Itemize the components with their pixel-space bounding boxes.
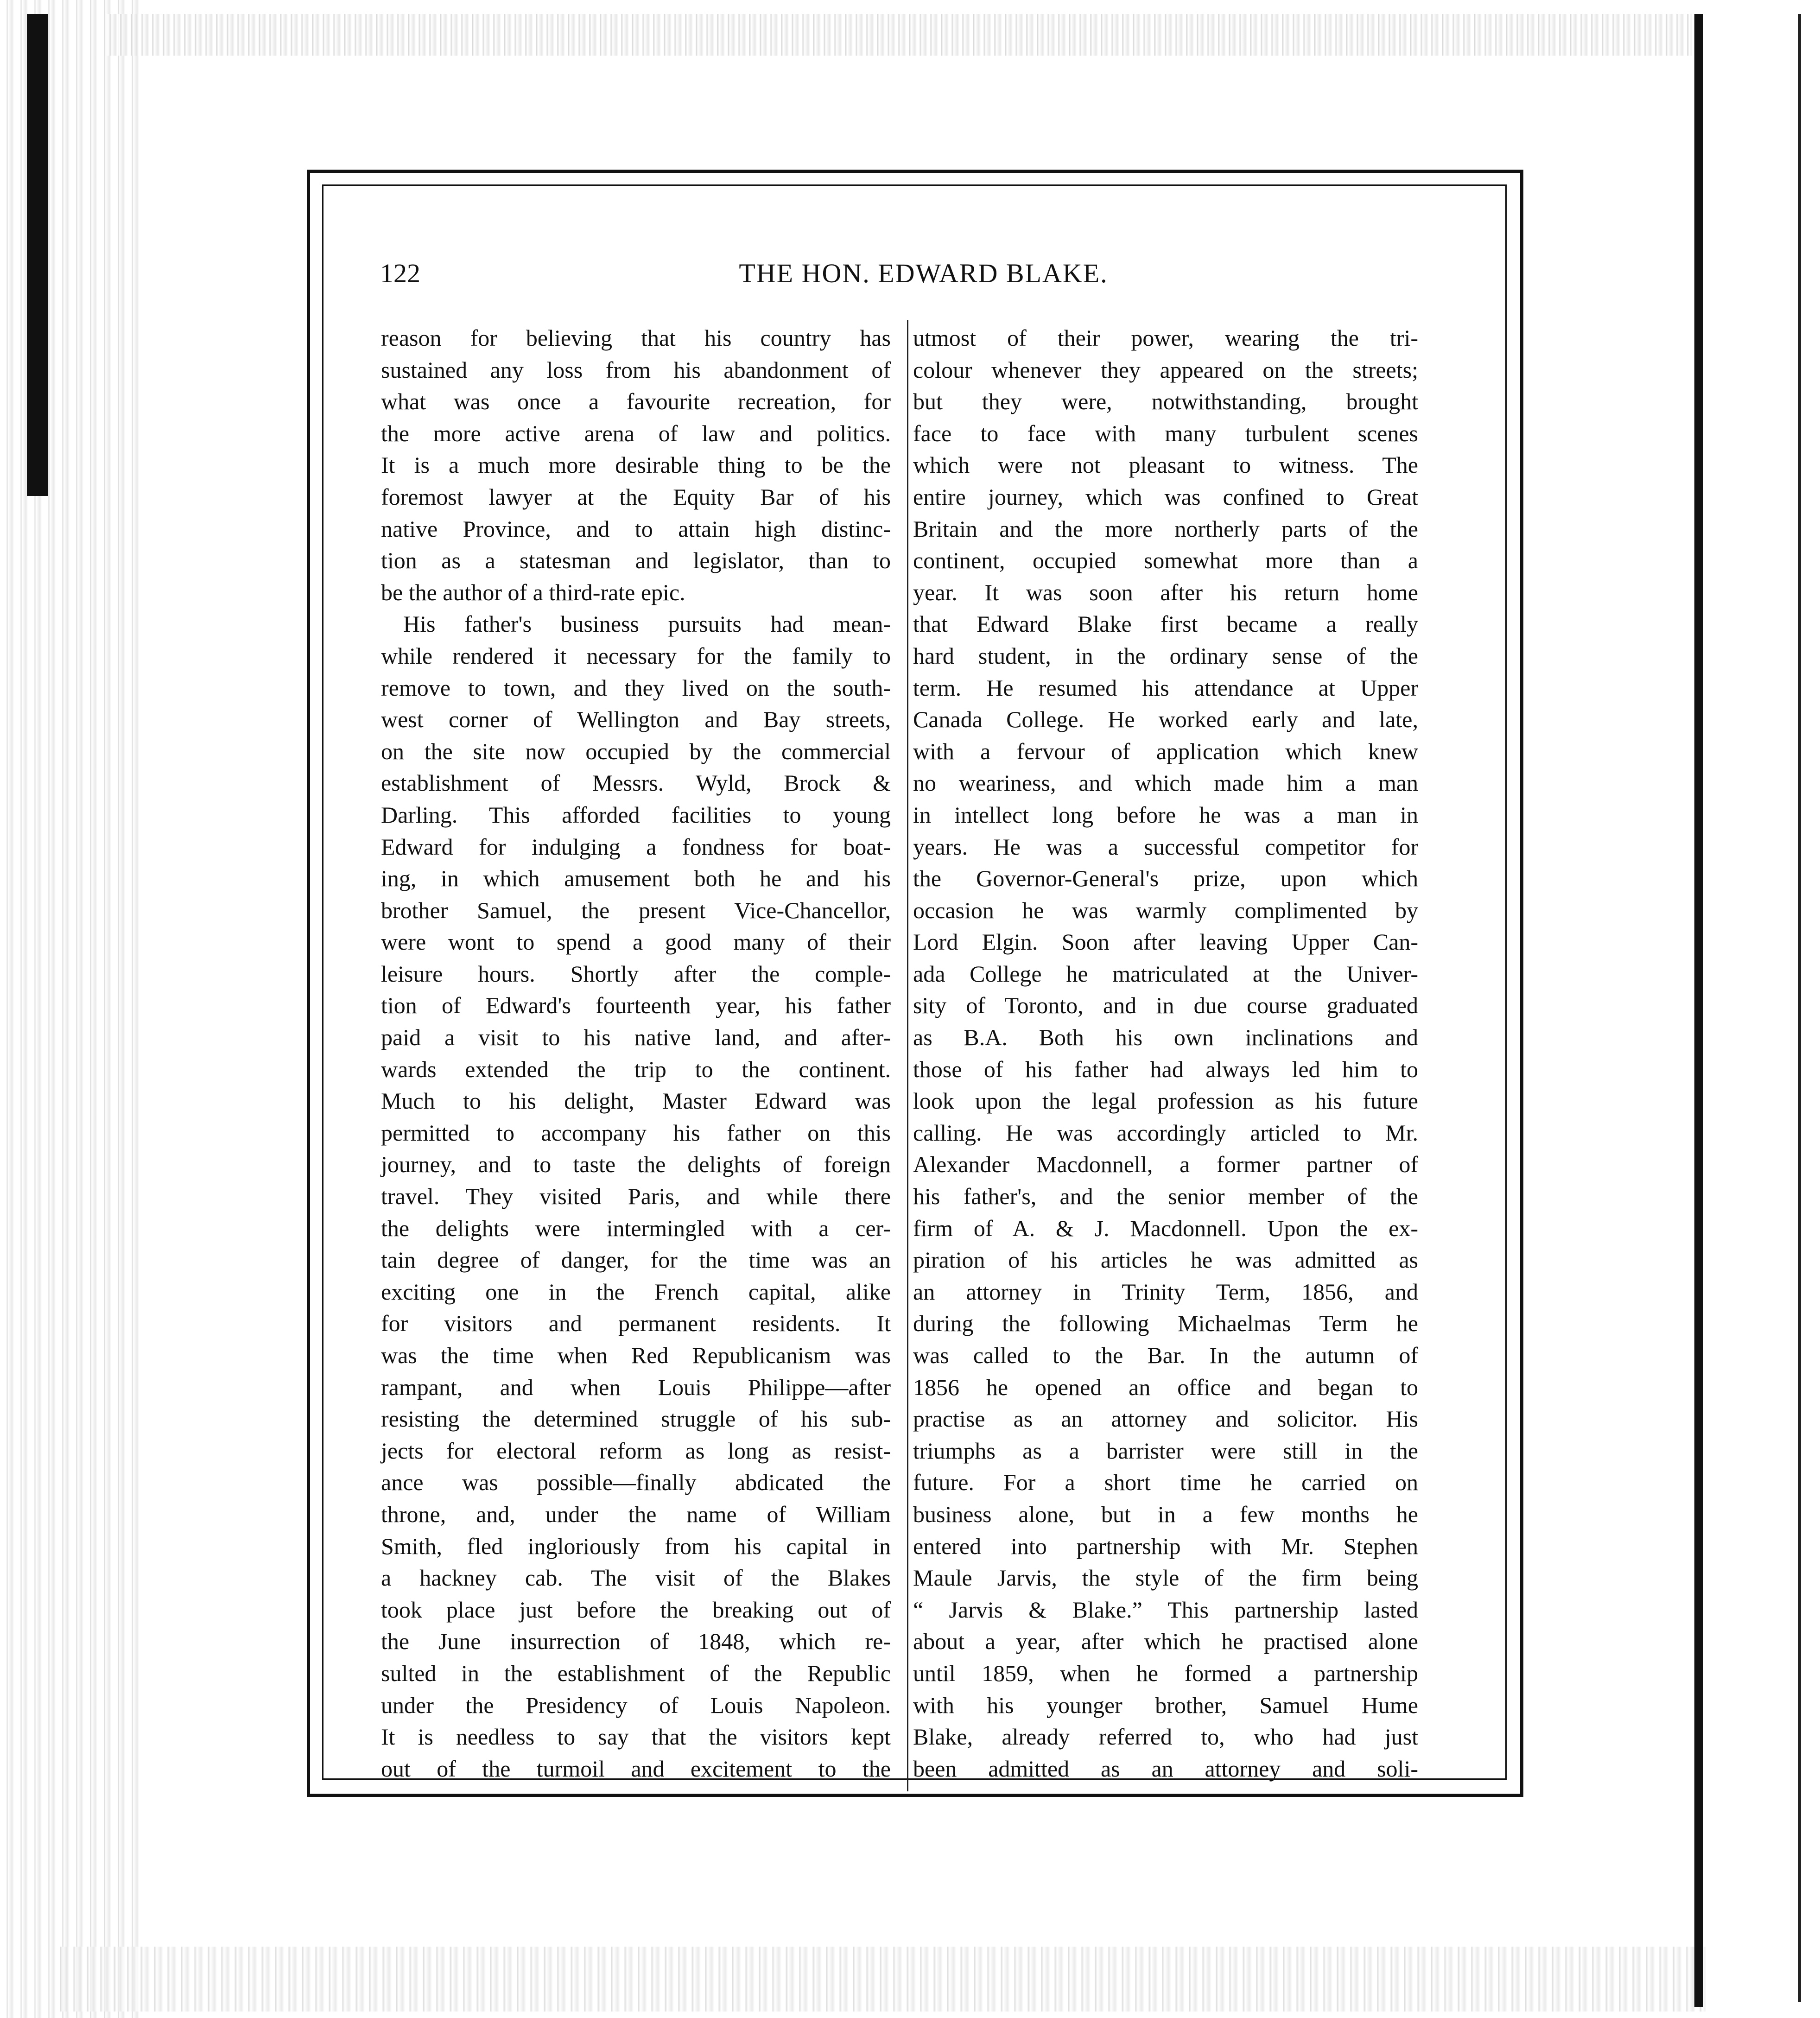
text-line: practise as an attorney and solicitor. His: [913, 1406, 1418, 1432]
text-line: until 1859, when he formed a partnership: [913, 1660, 1418, 1686]
text-line: while rendered it necessary for the family to: [381, 642, 891, 669]
text-line: a hackney cab. The visit of the Blakes: [381, 1565, 891, 1591]
text-line: term. He resumed his attendance at Upper: [913, 674, 1418, 701]
running-title: THE HON. EDWARD BLAKE.: [739, 258, 1108, 288]
text-line: no weariness, and which made him a man: [913, 770, 1418, 796]
scan-edge-left: [0, 0, 139, 2018]
text-line: be the author of a third-rate epic.: [381, 579, 685, 605]
text-line: what was once a favourite recreation, for: [381, 388, 891, 415]
text-line: in intellect long before he was a man in: [913, 801, 1418, 828]
text-line: about a year, after which he practised alone: [913, 1628, 1418, 1655]
scan-rule-right: [1694, 14, 1703, 2007]
text-line: the more active arena of law and politics.: [381, 420, 891, 446]
text-line: were wont to spend a good many of their: [381, 929, 891, 955]
text-line: permitted to accompany his father on this: [381, 1119, 891, 1146]
text-line: as B.A. Both his own inclinations and: [913, 1024, 1418, 1051]
text-line: entered into partnership with Mr. Stephen: [913, 1533, 1418, 1559]
text-line: utmost of their power, wearing the tri-: [913, 325, 1418, 351]
text-line: Much to his delight, Master Edward was: [381, 1088, 891, 1114]
text-line: with his younger brother, Samuel Hume: [913, 1692, 1418, 1718]
text-line: His father's business pursuits had mean-: [403, 611, 891, 637]
text-line: Lord Elgin. Soon after leaving Upper Can-: [913, 929, 1418, 955]
text-line: the Governor-General's prize, upon which: [913, 865, 1418, 892]
text-line: tion of Edward's fourteenth year, his father: [381, 992, 891, 1019]
text-line: throne, and, under the name of William: [381, 1501, 891, 1527]
text-line: “ Jarvis & Blake.” This partnership lasted: [913, 1596, 1418, 1623]
text-line: was called to the Bar. In the autumn of: [913, 1342, 1418, 1368]
text-line: took place just before the breaking out of: [381, 1596, 891, 1623]
text-line: remove to town, and they lived on the south-: [381, 674, 891, 701]
text-line: his father's, and the senior member of the: [913, 1183, 1418, 1210]
text-line: 1856 he opened an office and began to: [913, 1374, 1418, 1400]
left-column: [381, 322, 891, 1784]
text-line: years. He was a successful competitor for: [913, 833, 1418, 860]
text-line: Edward for indulging a fondness for boat-: [381, 833, 891, 860]
text-line: tain degree of danger, for the time was an: [381, 1247, 891, 1273]
text-line: rampant, and when Louis Philippe—after: [381, 1374, 891, 1400]
text-line: an attorney in Trinity Term, 1856, and: [913, 1278, 1418, 1305]
text-line: Canada College. He worked early and late,: [913, 706, 1418, 733]
text-line: but they were, notwithstanding, brought: [913, 388, 1418, 415]
text-line: It is a much more desirable thing to be the: [381, 452, 891, 478]
text-line: establishment of Messrs. Wyld, Brock &: [381, 770, 891, 796]
text-line: Alexander Macdonnell, a former partner of: [913, 1151, 1418, 1178]
text-line: Britain and the more northerly parts of the: [913, 515, 1418, 542]
text-line: with a fervour of application which knew: [913, 738, 1418, 764]
text-line: Smith, fled ingloriously from his capital in: [381, 1533, 891, 1559]
text-line: occasion he was warmly complimented by: [913, 897, 1418, 923]
text-line: piration of his articles he was admitted as: [913, 1247, 1418, 1273]
text-line: business alone, but in a few months he: [913, 1501, 1418, 1527]
scan-edge-top: [107, 14, 1692, 56]
page-number: 122: [380, 258, 420, 288]
text-line: exciting one in the French capital, alike: [381, 1278, 891, 1305]
text-line: that Edward Blake first became a really: [913, 611, 1418, 637]
text-line: which were not pleasant to witness. The: [913, 452, 1418, 478]
text-line: travel. They visited Paris, and while there: [381, 1183, 891, 1210]
text-line: jects for electoral reform as long as resist-: [381, 1437, 891, 1464]
text-line: sustained any loss from his abandonment of: [381, 356, 891, 383]
text-line: native Province, and to attain high distinc-: [381, 515, 891, 542]
text-line: look upon the legal profession as his future: [913, 1088, 1418, 1114]
text-line: under the Presidency of Louis Napoleon.: [381, 1692, 891, 1718]
text-line: ing, in which amusement both he and his: [381, 865, 891, 892]
text-line: Maule Jarvis, the style of the firm being: [913, 1565, 1418, 1591]
text-line: those of his father had always led him to: [913, 1056, 1418, 1082]
text-line: the delights were intermingled with a cer-: [381, 1215, 891, 1241]
text-line: foremost lawyer at the Equity Bar of his: [381, 483, 891, 510]
scan-binding-bar: [27, 14, 48, 496]
text-line: west corner of Wellington and Bay streets,: [381, 706, 891, 733]
running-head: [380, 253, 1467, 294]
text-line: ance was possible—finally abdicated the: [381, 1469, 891, 1496]
text-line: calling. He was accordingly articled to Mr.: [913, 1119, 1418, 1146]
text-line: wards extended the trip to the continent.: [381, 1056, 891, 1082]
text-line: during the following Michaelmas Term he: [913, 1310, 1418, 1337]
text-line: Darling. This afforded facilities to young: [381, 801, 891, 828]
text-line: Blake, already referred to, who had just: [913, 1724, 1418, 1750]
text-line: on the site now occupied by the commercial: [381, 738, 891, 764]
scan-rule-far-right: [1798, 14, 1801, 2002]
text-line: reason for believing that his country has: [381, 325, 891, 351]
text-line: sity of Toronto, and in due course graduated: [913, 992, 1418, 1019]
column-divider: [907, 320, 908, 1791]
text-line: paid a visit to his native land, and after-: [381, 1024, 891, 1051]
text-line: entire journey, which was confined to Great: [913, 483, 1418, 510]
text-line: resisting the determined struggle of his sub-: [381, 1406, 891, 1432]
text-line: leisure hours. Shortly after the comple-: [381, 960, 891, 987]
text-line: been admitted as an attorney and soli-: [913, 1755, 1418, 1782]
scan-edge-bottom: [56, 1947, 1706, 2012]
text-line: triumphs as a barrister were still in the: [913, 1437, 1418, 1464]
text-line: year. It was soon after his return home: [913, 579, 1418, 605]
text-line: the June insurrection of 1848, which re-: [381, 1628, 891, 1655]
text-line: journey, and to taste the delights of foreign: [381, 1151, 891, 1178]
text-line: ada College he matriculated at the Univer-: [913, 960, 1418, 987]
text-line: sulted in the establishment of the Republic: [381, 1660, 891, 1686]
text-line: continent, occupied somewhat more than a: [913, 547, 1418, 574]
text-line: brother Samuel, the present Vice-Chancellor,: [381, 897, 891, 923]
text-line: It is needless to say that the visitors kept: [381, 1724, 891, 1750]
text-line: future. For a short time he carried on: [913, 1469, 1418, 1496]
text-line: tion as a statesman and legislator, than to: [381, 547, 891, 574]
text-line: out of the turmoil and excitement to the: [381, 1755, 891, 1782]
text-line: face to face with many turbulent scenes: [913, 420, 1418, 446]
text-line: hard student, in the ordinary sense of the: [913, 642, 1418, 669]
text-line: was the time when Red Republicanism was: [381, 1342, 891, 1368]
text-line: firm of A. & J. Macdonnell. Upon the ex-: [913, 1215, 1418, 1241]
right-column: [913, 322, 1418, 1784]
text-line: for visitors and permanent residents. It: [381, 1310, 891, 1337]
text-line: colour whenever they appeared on the streets;: [913, 356, 1418, 383]
